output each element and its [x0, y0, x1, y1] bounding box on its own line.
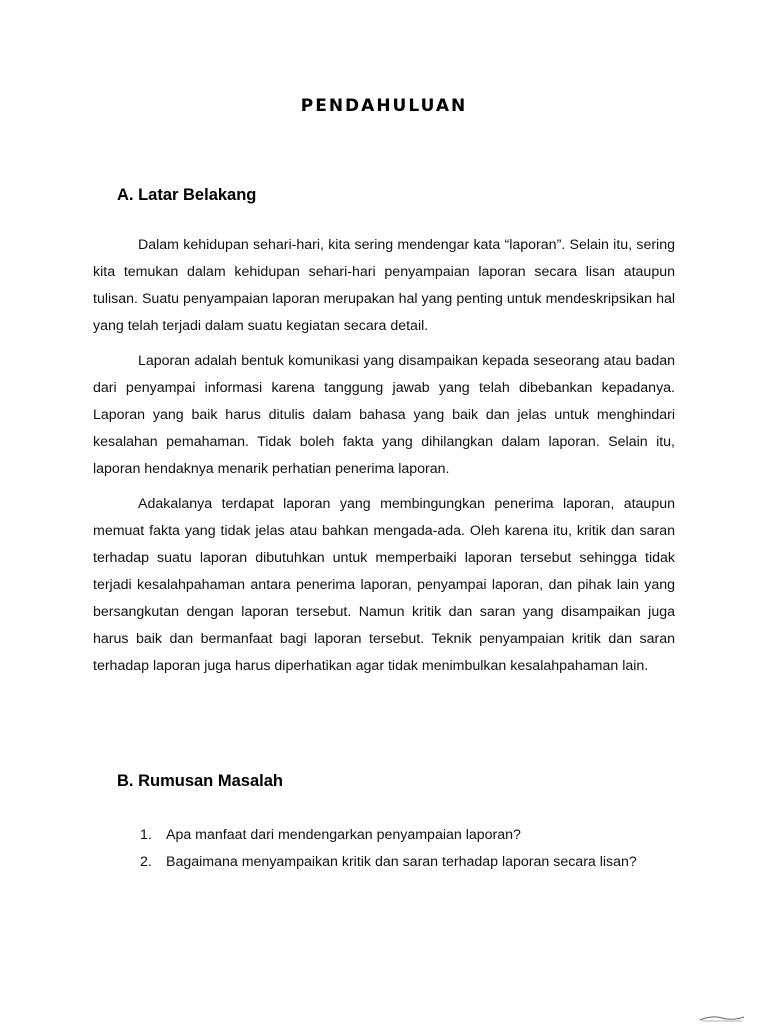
section-heading-latar-belakang: A. Latar Belakang	[117, 186, 257, 204]
section-body-latar-belakang	[93, 232, 675, 688]
paragraph: Laporan adalah bentuk komunikasi yang disampaikan kepada seseorang atau badan dari penyampai informasi karena tanggung jawab yang telah dibebankan kepadanya. Laporan yang baik harus ditulis dalam bahasa yang baik dan jelas untuk menghindari kesalahan pemahaman. Tidak boleh fakta yang dihilangkan dalam laporan. Selain itu, laporan hendaknya menarik perhatian penerima laporan.	[93, 353, 675, 477]
list-item-number: 1.	[140, 827, 152, 843]
list-item-number: 2.	[140, 854, 152, 870]
list-item-text: Bagaimana menyampaikan kritik dan saran terhadap laporan secara lisan?	[166, 854, 637, 870]
page-curl-mark	[698, 1014, 746, 1022]
section-heading-rumusan-masalah: B. Rumusan Masalah	[117, 772, 283, 790]
problem-list	[140, 822, 675, 876]
page-title: PENDAHULUAN	[300, 96, 468, 116]
paragraph: Dalam kehidupan sehari-hari, kita sering mendengar kata “laporan”. Selain itu, sering kita temukan dalam kehidupan sehari-hari penyampaian laporan secara lisan ataupun tulisan. Suatu penyampaian laporan merupakan hal yang penting untuk mendeskripsikan hal yang telah terjadi dalam suatu kegiatan secara detail.	[93, 237, 675, 334]
list-item	[140, 822, 675, 849]
list-item-text: Apa manfaat dari mendengarkan penyampaian laporan?	[166, 827, 521, 843]
paragraph: Adakalanya terdapat laporan yang membingungkan penerima laporan, ataupun memuat fakta yang tidak jelas atau bahkan mengada-ada. Oleh karena itu, kritik dan saran terhadap suatu laporan dibutuhkan untuk memperbaiki laporan tersebut sehingga tidak terjadi kesalahpahaman antara penerima laporan, penyampai laporan, dan pihak lain yang bersangkutan dengan laporan tersebut. Namun kritik dan saran yang disampaikan juga harus baik dan bermanfaat bagi laporan tersebut. Teknik penyampaian kritik dan saran terhadap laporan juga harus diperhatikan agar tidak menimbulkan kesalahpahaman lain.	[93, 496, 675, 674]
list-item	[140, 849, 675, 876]
